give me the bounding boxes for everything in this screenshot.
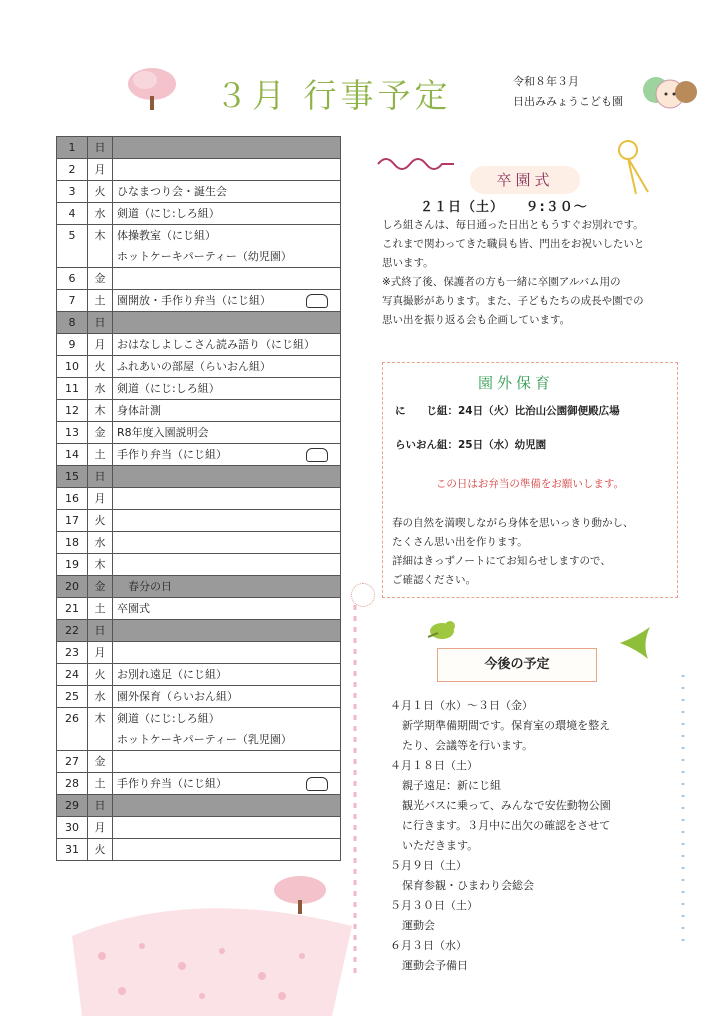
schedule-events	[113, 576, 341, 598]
schedule-event: おはなしよしこさん読み語り（にじ組）	[117, 338, 315, 351]
schedule-day: 18	[57, 532, 88, 554]
schedule-day: 8	[57, 312, 88, 334]
schedule-events	[113, 137, 341, 159]
schedule-event: ホットケーキパーティー（幼児園）	[117, 250, 292, 263]
outdoor-body-line: たくさん思い出を作ります。	[392, 536, 528, 548]
schedule-weekday: 火	[88, 181, 113, 203]
cherry-tree-icon	[125, 66, 180, 112]
schedule-weekday: 日	[88, 312, 113, 334]
schedule-event	[117, 510, 336, 531]
schedule-event: 身体計測	[117, 404, 161, 417]
schedule-event	[117, 817, 336, 838]
schedule-day: 27	[57, 751, 88, 773]
schedule-row	[57, 137, 341, 159]
schedule-row	[57, 334, 341, 356]
schedule-row	[57, 422, 341, 444]
issue-date: 令和８年３月	[513, 75, 579, 88]
schedule-events	[113, 290, 341, 312]
schedule-weekday: 火	[88, 510, 113, 532]
future-item-line: たり、会議等を行います。	[402, 739, 534, 752]
graduation-line: ※式終了後、保護者の方も一緒に卒園アルバム用の	[382, 276, 621, 288]
schedule-events	[113, 488, 341, 510]
schedule-day: 25	[57, 686, 88, 708]
schedule-event	[117, 839, 336, 860]
schedule-event: 園外保育（らいおん組）	[117, 690, 238, 703]
schedule-day: 21	[57, 598, 88, 620]
future-item-line: 新学期準備期間です。保育室の環境を整え	[402, 719, 611, 732]
schedule-event	[117, 795, 336, 816]
schedule-events	[113, 422, 341, 444]
schedule-row	[57, 488, 341, 510]
schedule-row	[57, 773, 341, 795]
schedule-event: お別れ遠足（にじ組）	[117, 668, 227, 681]
schedule-weekday: 水	[88, 378, 113, 400]
page-title: ３月 行事予定	[215, 76, 452, 115]
schedule-event: 剣道（にじ:しろ組）	[117, 712, 220, 725]
schedule-event: R8年度入園説明会	[117, 426, 209, 439]
schedule-weekday: 木	[88, 400, 113, 422]
dot-line-decoration	[680, 675, 686, 945]
schedule-day: 16	[57, 488, 88, 510]
schedule-events	[113, 334, 341, 356]
schedule-events	[113, 268, 341, 290]
schedule-events	[113, 795, 341, 817]
schedule-day: 3	[57, 181, 88, 203]
schedule-weekday: 金	[88, 751, 113, 773]
schedule-weekday: 月	[88, 817, 113, 839]
schedule-weekday: 金	[88, 268, 113, 290]
schedule-events	[113, 225, 341, 268]
schedule-row	[57, 576, 341, 598]
schedule-weekday: 木	[88, 708, 113, 751]
schedule-table	[56, 136, 341, 861]
schedule-row	[57, 686, 341, 708]
schedule-events	[113, 839, 341, 861]
future-schedule-title: 今後の予定	[437, 648, 597, 682]
schedule-events	[113, 642, 341, 664]
schedule-weekday: 土	[88, 773, 113, 795]
future-item-date: ５月９日（土）	[390, 859, 467, 872]
schedule-event	[117, 488, 336, 509]
schedule-weekday: 土	[88, 290, 113, 312]
bento-box-icon	[306, 448, 328, 462]
schedule-events	[113, 444, 341, 466]
schedule-row	[57, 620, 341, 642]
schedule-events	[113, 620, 341, 642]
schedule-weekday: 日	[88, 466, 113, 488]
schedule-events	[113, 510, 341, 532]
schedule-row	[57, 751, 341, 773]
schedule-row	[57, 532, 341, 554]
graduation-line: 思い出を振り返る会も企画しています。	[382, 314, 571, 326]
schedule-weekday: 火	[88, 664, 113, 686]
outdoor-care-title: 園外保育	[478, 374, 555, 392]
schedule-row	[57, 664, 341, 686]
schedule-events	[113, 598, 341, 620]
schedule-events	[113, 159, 341, 181]
schedule-events	[113, 356, 341, 378]
schedule-row	[57, 378, 341, 400]
schedule-weekday: 金	[88, 422, 113, 444]
issuer-block	[513, 72, 623, 112]
future-item-line: 観光バスに乗って、みんなで安佐動物公園	[402, 799, 611, 812]
schedule-row	[57, 356, 341, 378]
lunch-notice: この日はお弁当の準備をお願いします。	[435, 478, 625, 490]
schedule-events	[113, 203, 341, 225]
future-item-date: ４月１日（水）〜３日（金）	[390, 699, 533, 712]
schedule-row	[57, 159, 341, 181]
schedule-weekday: 月	[88, 334, 113, 356]
schedule-events	[113, 312, 341, 334]
schedule-day: 2	[57, 159, 88, 181]
schedule-event: 園開放・手作り弁当（にじ組）	[117, 294, 271, 307]
schedule-row	[57, 203, 341, 225]
schedule-day: 11	[57, 378, 88, 400]
schedule-event	[117, 312, 336, 333]
schedule-events	[113, 554, 341, 576]
schedule-row	[57, 444, 341, 466]
bento-box-icon	[306, 294, 328, 308]
schedule-weekday: 水	[88, 532, 113, 554]
outdoor-body-line: 春の自然を満喫しながら身体を思いっきり動かし、	[392, 517, 634, 529]
graduation-line: 写真撮影があります。また、子どもたちの成長や園での	[382, 295, 644, 307]
schedule-weekday: 月	[88, 642, 113, 664]
future-item-line: 親子遠足：新にじ組	[402, 779, 501, 792]
petal-line-decoration	[352, 605, 358, 975]
schedule-day: 4	[57, 203, 88, 225]
schedule-row	[57, 839, 341, 861]
schedule-weekday: 月	[88, 488, 113, 510]
future-item-date: ５月３０日（土）	[390, 899, 478, 912]
future-schedule-list	[390, 696, 672, 976]
graduation-line: 思います。	[382, 257, 434, 269]
swallow-icon	[618, 625, 654, 663]
schedule-event	[117, 532, 336, 553]
schedule-weekday: 木	[88, 554, 113, 576]
schedule-events	[113, 466, 341, 488]
schedule-row	[57, 708, 341, 751]
schedule-day: 30	[57, 817, 88, 839]
graduation-line: これまで関わってきた職員も皆、門出をお祝いしたいと	[382, 238, 645, 250]
schedule-event: 体操教室（にじ組）	[117, 229, 216, 242]
schedule-day: 7	[57, 290, 88, 312]
schedule-day: 26	[57, 708, 88, 751]
schedule-event	[117, 751, 336, 772]
schedule-event: ホットケーキパーティー（乳児園）	[117, 733, 292, 746]
graduation-title: 卒園式	[470, 166, 580, 194]
schedule-row	[57, 795, 341, 817]
schedule-weekday: 木	[88, 225, 113, 268]
schedule-event	[117, 268, 336, 289]
future-item-line: 保育参観・ひまわり会総会	[402, 879, 534, 892]
outdoor-body-line: ご確認ください。	[392, 574, 476, 586]
schedule-weekday: 金	[88, 576, 113, 598]
schedule-events	[113, 664, 341, 686]
ribbon-knot-icon	[608, 136, 656, 198]
schedule-day: 14	[57, 444, 88, 466]
future-item-date: ４月１８日（土）	[390, 759, 478, 772]
future-item-line: 運動会	[402, 919, 435, 932]
graduation-line: しろ組さんは、毎日通った日出ともうすぐお別れです。	[382, 219, 644, 231]
bento-box-icon	[306, 777, 328, 791]
schedule-events	[113, 400, 341, 422]
schedule-weekday: 火	[88, 839, 113, 861]
schedule-day: 28	[57, 773, 88, 795]
schedule-events	[113, 708, 341, 751]
cherry-petals-decoration	[72, 896, 352, 1016]
schedule-event: 剣道（にじ:しろ組）	[117, 382, 220, 395]
outdoor-line-raion: らいおん組：25日（水）幼児園	[395, 439, 547, 451]
schedule-event	[117, 137, 336, 158]
schedule-row	[57, 642, 341, 664]
schedule-weekday: 水	[88, 686, 113, 708]
schedule-weekday: 土	[88, 444, 113, 466]
schedule-row	[57, 268, 341, 290]
schedule-row	[57, 466, 341, 488]
future-item-line: 運動会予備日	[402, 959, 468, 972]
schedule-weekday: 日	[88, 795, 113, 817]
schedule-events	[113, 181, 341, 203]
schedule-event: 春分の日	[117, 580, 172, 593]
schedule-day: 17	[57, 510, 88, 532]
bird-icon	[424, 615, 462, 645]
schedule-events	[113, 378, 341, 400]
outdoor-body-line: 詳細はきっずノートにてお知らせしますので、	[392, 555, 611, 567]
children-illustration-icon	[640, 70, 702, 112]
schedule-day: 19	[57, 554, 88, 576]
schedule-day: 15	[57, 466, 88, 488]
schedule-day: 12	[57, 400, 88, 422]
schedule-events	[113, 686, 341, 708]
schedule-events	[113, 532, 341, 554]
schedule-row	[57, 181, 341, 203]
ribbon-swirl-icon	[376, 152, 456, 172]
future-item-date: ６月３日（水）	[390, 939, 467, 952]
schedule-event: 手作り弁当（にじ組）	[117, 448, 227, 461]
schedule-day: 5	[57, 225, 88, 268]
schedule-day: 9	[57, 334, 88, 356]
schedule-day: 24	[57, 664, 88, 686]
schedule-row	[57, 290, 341, 312]
schedule-weekday: 水	[88, 203, 113, 225]
schedule-day: 13	[57, 422, 88, 444]
future-item-line: いただきます。	[402, 839, 479, 852]
schedule-event: 手作り弁当（にじ組）	[117, 777, 227, 790]
schedule-event	[117, 554, 336, 575]
schedule-event	[117, 159, 336, 180]
schedule-row	[57, 817, 341, 839]
schedule-day: 20	[57, 576, 88, 598]
future-item-line: に行きます。３月中に出欠の確認をさせて	[402, 819, 611, 832]
schedule-weekday: 土	[88, 598, 113, 620]
schedule-event: ひなまつり会・誕生会	[117, 185, 227, 198]
schedule-event	[117, 466, 336, 487]
schedule-weekday: 日	[88, 620, 113, 642]
schedule-event: 剣道（にじ:しろ組）	[117, 207, 220, 220]
outdoor-line-niji: に じ組：24日（火）比治山公園御便殿広場	[395, 405, 620, 417]
school-name: 日出みみょうこども園	[513, 95, 623, 108]
schedule-row	[57, 554, 341, 576]
graduation-body	[382, 216, 712, 330]
schedule-day: 29	[57, 795, 88, 817]
schedule-row	[57, 510, 341, 532]
schedule-events	[113, 751, 341, 773]
graduation-datetime: ２１日（土） ９:３０〜	[420, 200, 588, 215]
schedule-day: 1	[57, 137, 88, 159]
schedule-events	[113, 817, 341, 839]
outdoor-body	[392, 514, 674, 590]
schedule-row	[57, 312, 341, 334]
schedule-event	[117, 642, 336, 663]
schedule-day: 23	[57, 642, 88, 664]
schedule-events	[113, 773, 341, 795]
schedule-event	[117, 620, 336, 641]
schedule-weekday: 月	[88, 159, 113, 181]
schedule-day: 10	[57, 356, 88, 378]
schedule-weekday: 日	[88, 137, 113, 159]
schedule-row	[57, 598, 341, 620]
schedule-event: ふれあいの部屋（らいおん組）	[117, 360, 271, 373]
schedule-row	[57, 400, 341, 422]
schedule-day: 22	[57, 620, 88, 642]
schedule-day: 31	[57, 839, 88, 861]
schedule-event: 卒園式	[117, 602, 150, 615]
schedule-row	[57, 225, 341, 268]
schedule-day: 6	[57, 268, 88, 290]
wreath-icon	[351, 583, 375, 607]
schedule-weekday: 火	[88, 356, 113, 378]
